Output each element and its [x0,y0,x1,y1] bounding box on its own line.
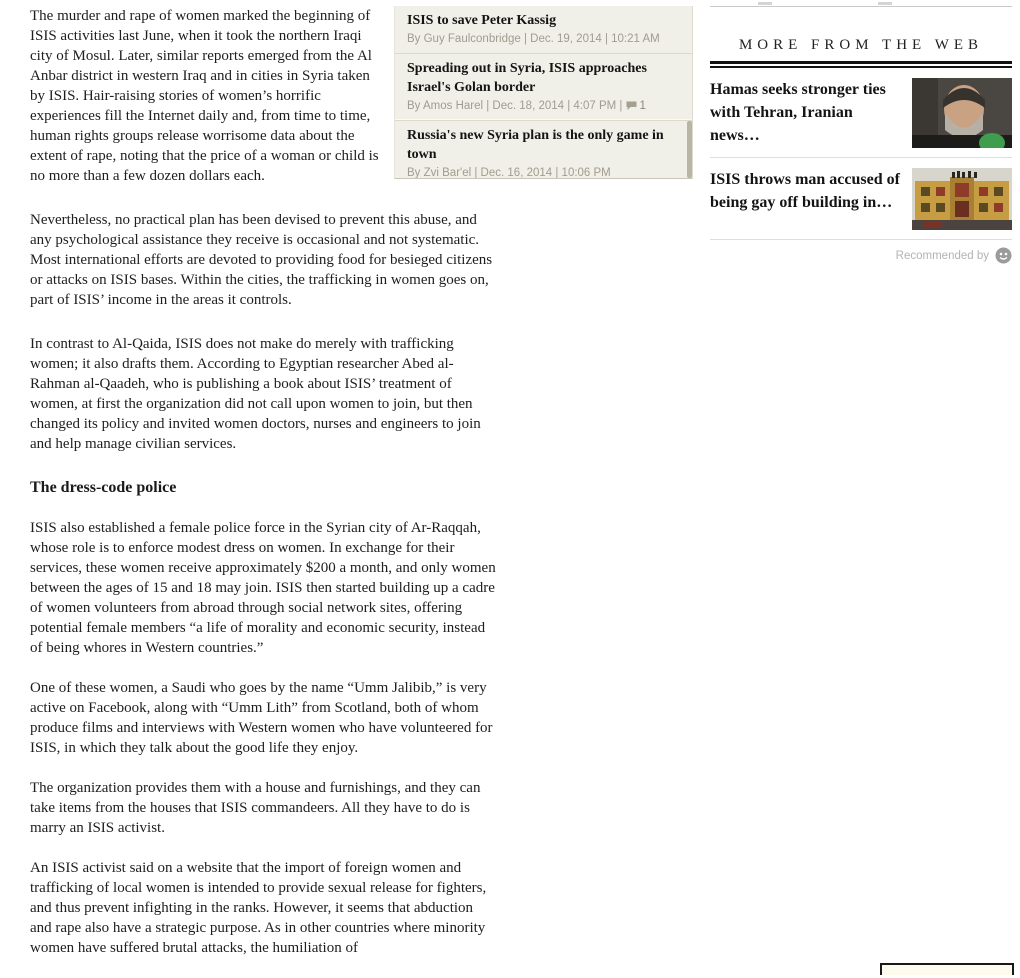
related-article-byline: By Guy Faulconbridge | Dec. 19, 2014 | 10:21 AM [407,33,660,45]
sponsored-article-item[interactable] [710,158,1012,240]
cut-off-widget-top-edge [880,963,1014,975]
building-photo[interactable] [912,168,1012,230]
sponsored-article-title[interactable]: ISIS throws man accused of being gay off building in… [710,171,900,211]
related-articles-box[interactable] [394,6,693,179]
related-article-item[interactable] [395,120,692,179]
related-article-link[interactable]: Russia's new Syria plan is the only game in town [407,128,664,162]
cut-off-content-remnant [878,2,892,5]
related-box-scrollbar-thumb[interactable] [687,121,692,178]
related-article-byline: By Amos Harel | Dec. 18, 2014 | 4:07 PM | 1 [407,100,646,112]
recommended-by-label: Recommended by [895,249,989,262]
right-sidebar [710,0,1012,264]
article-body [30,0,693,978]
more-from-web-header: MORE FROM THE WEB [738,37,984,53]
cut-off-content-remnant [758,2,772,5]
sponsored-article-title[interactable]: Hamas seeks stronger ties with Tehran, Iranian news… [710,81,886,144]
header-double-rule [710,61,1012,68]
article-paragraph: Nevertheless, no practical plan has been devised to prevent this abuse, and any psychological assistance they receive is occasional and not systematic. Most international efforts are devoted to providing food for besieged citizens or attacks on ISIS bases. Within the cities, the trafficking in women goes on, part of ISIS’ income in the areas it controls. [30,212,493,308]
article-paragraph: An ISIS activist said on a website that the import of foreign women and trafficking of local women is intended to provide sexual release for fighters, and thus prevent infighting in the ranks. However, it seems that abduction and rape also have a strategic purpose. As in other countries where minority women have suffered brutal attacks, the humiliation of [30,860,487,956]
comment-bubble-icon [626,101,637,111]
related-article-link[interactable]: ISIS to save Peter Kassig [407,13,557,28]
related-article-link[interactable]: Spreading out in Syria, ISIS approaches Israel's Golan border [407,61,647,95]
article-paragraph: The organization provides them with a house and furnishings, and they can take items from the houses that ISIS commandeers. All they have to do is marry an ISIS activist. [30,780,481,836]
article-subheading: The dress-code police [30,479,177,496]
article-paragraph: The murder and rape of women marked the beginning of ISIS activities last June, when it took the northern Iraqi city of Mosul. Later, similar reports emerged from the Al Anbar district in western Iraq and in cities in Syria taken by ISIS. Hair-raising stories of women’s horrific experiences fill the Internet daily and, from time to time, human rights groups release worrisome data about the extent of rape, noting that the price of a woman or child is no more than a few dozen dollars each. [30,8,379,184]
related-article-item[interactable] [395,53,692,120]
outbrain-icon[interactable] [995,247,1012,264]
article-paragraph: One of these women, a Saudi who goes by the name “Umm Jalibib,” is very active on Facebook, along with “Umm Lith” from Scotland, both of whom produce films and interviews with Western women who have volunteered for ISIS, in which they talk about the good life they enjoy. [30,680,493,756]
related-article-item[interactable] [395,6,692,53]
portrait-photo[interactable] [912,78,1012,148]
article-paragraph: In contrast to Al-Qaida, ISIS does not make do merely with trafficking women; it also drafts them. According to Egyptian researcher Abed al-Rahman al-Qaadeh, who is publishing a book about ISIS’ treatment of women, at first the organization did not call upon women to join, but then changed its policy and invited women doctors, nurses and engineers to join and help manage civilian services. [30,336,481,452]
sponsored-article-item[interactable] [710,68,1012,158]
comments-indicator[interactable] [626,100,645,112]
article-paragraph: ISIS also established a female police force in the Syrian city of Ar-Raqqah, whose role is to enforce modest dress on women. In exchange for their services, these women receive approximately $200 a month, and only women between the ages of 15 and 18 may join. ISIS then started building up a cadre of women volunteers from abroad through social network sites, offering potential female members “a life of morality and economic security, instead of being whores in Western countries.” [30,520,496,656]
cut-off-widget-bottom-edge [710,0,1012,7]
recommended-by-row[interactable] [710,240,1012,264]
related-article-byline: By Zvi Bar'el | Dec. 16, 2014 | 10:06 PM [407,167,611,179]
comment-count: 1 [639,100,646,112]
